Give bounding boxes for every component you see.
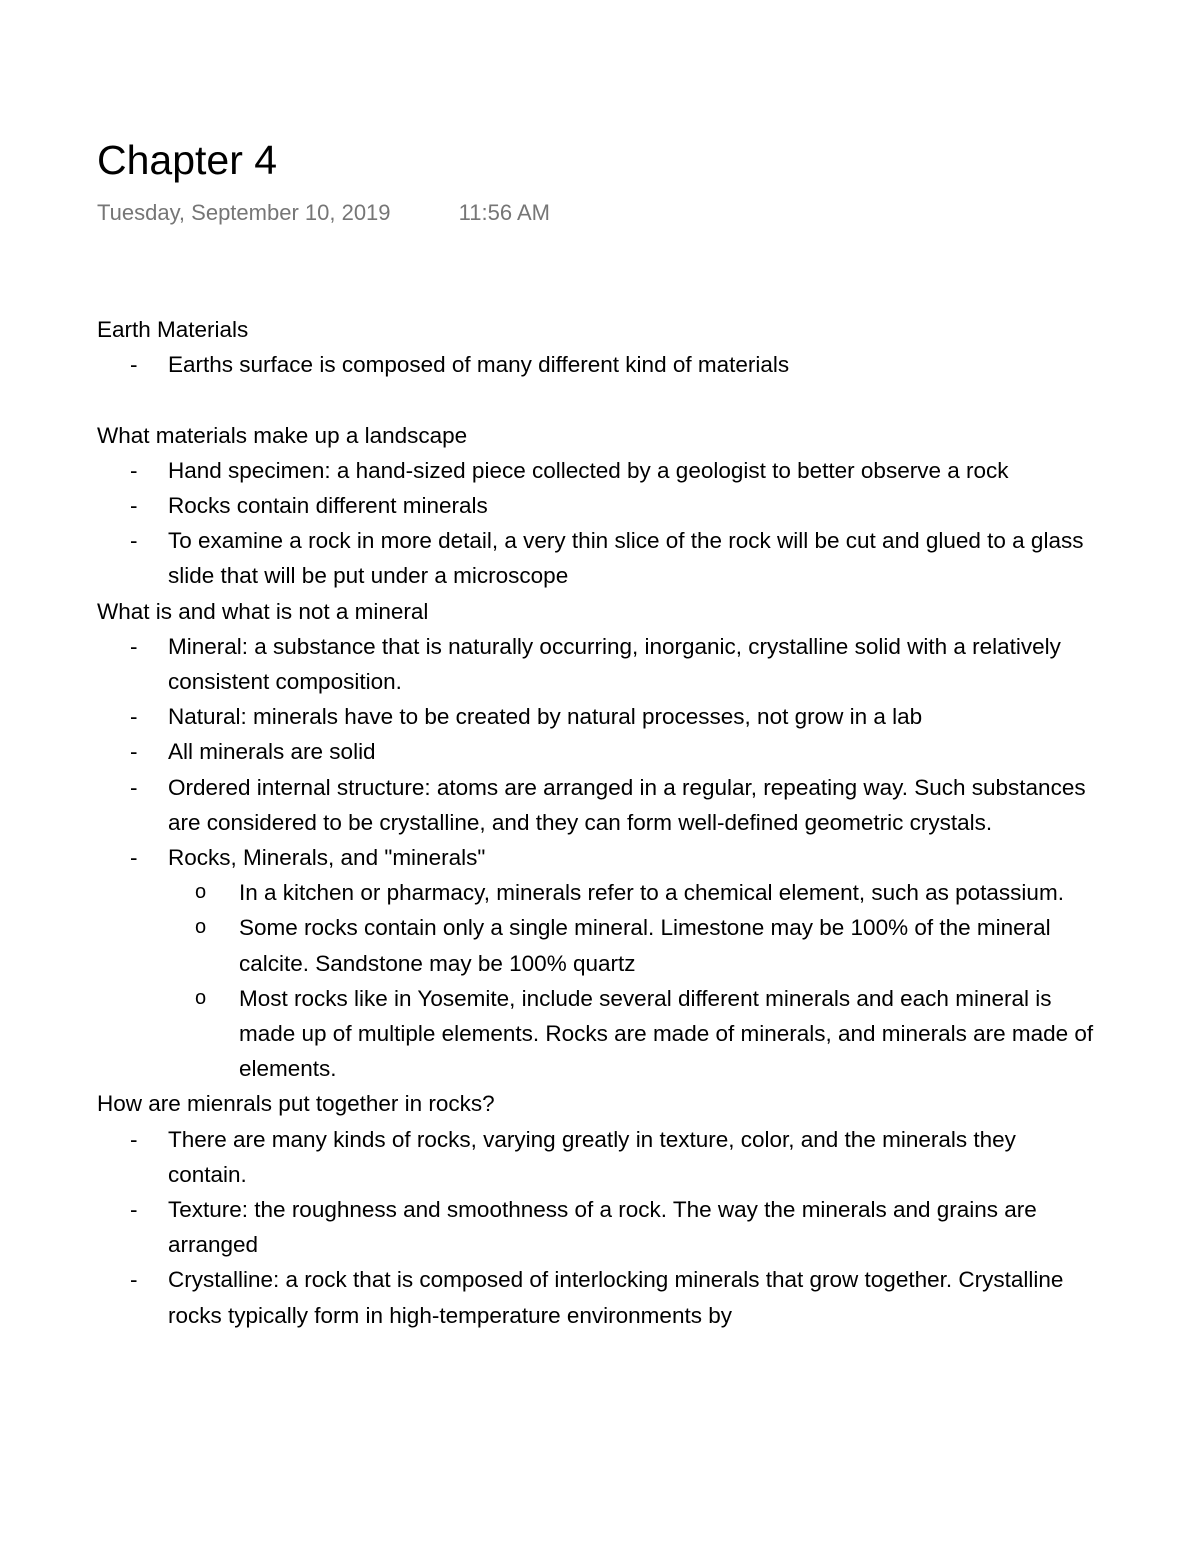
list-item-text: Ordered internal structure: atoms are arranged in a regular, repeating way. Such substances are considered to be crystalline, and they can form well-defined geometric crystals. bbox=[168, 774, 1086, 835]
section-heading: What is and what is not a mineral bbox=[97, 598, 429, 624]
section-heading: What materials make up a landscape bbox=[97, 422, 468, 448]
sub-list-item bbox=[168, 981, 1097, 1087]
circle-bullet-icon: o bbox=[195, 986, 207, 1009]
dash-bullet-icon: - bbox=[130, 528, 138, 554]
bullet-list bbox=[97, 347, 1097, 382]
list-item-text: Hand specimen: a hand-sized piece collected by a geologist to better observe a rock bbox=[168, 457, 1009, 483]
dash-bullet-icon: - bbox=[130, 774, 138, 800]
blank-line bbox=[97, 382, 1097, 417]
section-heading: Earth Materials bbox=[97, 317, 249, 342]
sub-list-item-text: In a kitchen or pharmacy, minerals refer to a chemical element, such as potassium. bbox=[239, 880, 1064, 906]
sub-list-item bbox=[168, 910, 1097, 980]
bullet-list bbox=[97, 1122, 1097, 1333]
list-item-text: Rocks, Minerals, and "minerals" bbox=[168, 845, 486, 871]
page-date: Tuesday, September 10, 2019 bbox=[97, 200, 391, 225]
list-item bbox=[97, 629, 1097, 699]
list-item-text: Natural: minerals have to be created by natural processes, not grow in a lab bbox=[168, 704, 923, 730]
circle-bullet-icon: o bbox=[195, 881, 207, 904]
list-item-text: Rocks contain different minerals bbox=[168, 493, 488, 518]
list-item bbox=[97, 699, 1097, 734]
list-item bbox=[97, 1192, 1097, 1262]
sub-list-item bbox=[168, 875, 1097, 910]
list-item bbox=[97, 523, 1097, 593]
page-header bbox=[97, 132, 1097, 228]
dash-bullet-icon: - bbox=[130, 1126, 138, 1152]
list-item-text: To examine a rock in more detail, a very thin slice of the rock will be cut and glued to a glass slide that will be put under a microscope bbox=[168, 528, 1084, 589]
note-body bbox=[97, 312, 1097, 1333]
dash-bullet-icon: - bbox=[130, 493, 138, 518]
section-rocks bbox=[97, 1086, 1097, 1332]
circle-bullet-icon: o bbox=[195, 916, 207, 939]
section-earth-materials bbox=[97, 312, 1097, 382]
dash-bullet-icon: - bbox=[130, 633, 138, 659]
list-item bbox=[97, 1122, 1097, 1192]
list-item bbox=[97, 770, 1097, 840]
page-meta bbox=[97, 198, 1097, 228]
list-item-text: All minerals are solid bbox=[168, 739, 376, 765]
list-item bbox=[97, 840, 1097, 1086]
list-item-text: Crystalline: a rock that is composed of interlocking minerals that grow together. Crystalline rocks typically form in high-temperature environments by bbox=[168, 1267, 1064, 1328]
list-item bbox=[97, 347, 1097, 382]
list-item-text: Texture: the roughness and smoothness of a rock. The way the minerals and grains are arranged bbox=[168, 1197, 1037, 1258]
sub-list-item-text: Most rocks like in Yosemite, include several different minerals and each mineral is made up of multiple elements. Rocks are made of minerals, and minerals are made of elements. bbox=[239, 985, 1094, 1082]
section-mineral bbox=[97, 594, 1097, 1087]
list-item-text: Earths surface is composed of many different kind of materials bbox=[168, 352, 790, 378]
section-heading: How are mienrals put together in rocks? bbox=[97, 1091, 495, 1117]
dash-bullet-icon: - bbox=[130, 352, 138, 378]
section-landscape bbox=[97, 418, 1097, 594]
bullet-list bbox=[97, 629, 1097, 1087]
list-item bbox=[97, 1262, 1097, 1332]
dash-bullet-icon: - bbox=[130, 1197, 138, 1223]
dash-bullet-icon: - bbox=[130, 704, 138, 730]
sub-list-item-text: Some rocks contain only a single mineral. Limestone may be 100% of the mineral calcite. Sandstone may be 100% quartz bbox=[239, 915, 1051, 976]
list-item-text: There are many kinds of rocks, varying greatly in texture, color, and the minerals they contain. bbox=[168, 1126, 1016, 1187]
list-item bbox=[97, 488, 1097, 523]
list-item bbox=[97, 734, 1097, 769]
dash-bullet-icon: - bbox=[130, 1267, 138, 1293]
list-item-text: Mineral: a substance that is naturally occurring, inorganic, crystalline solid with a relatively consistent composition. bbox=[168, 633, 1061, 695]
page-title: Chapter 4 bbox=[97, 137, 278, 183]
bullet-list bbox=[97, 453, 1097, 594]
list-item bbox=[97, 453, 1097, 488]
dash-bullet-icon: - bbox=[130, 739, 138, 765]
dash-bullet-icon: - bbox=[130, 845, 138, 871]
dash-bullet-icon: - bbox=[130, 457, 138, 483]
page-time: 11:56 AM bbox=[458, 200, 550, 225]
sub-bullet-list bbox=[168, 875, 1097, 1086]
